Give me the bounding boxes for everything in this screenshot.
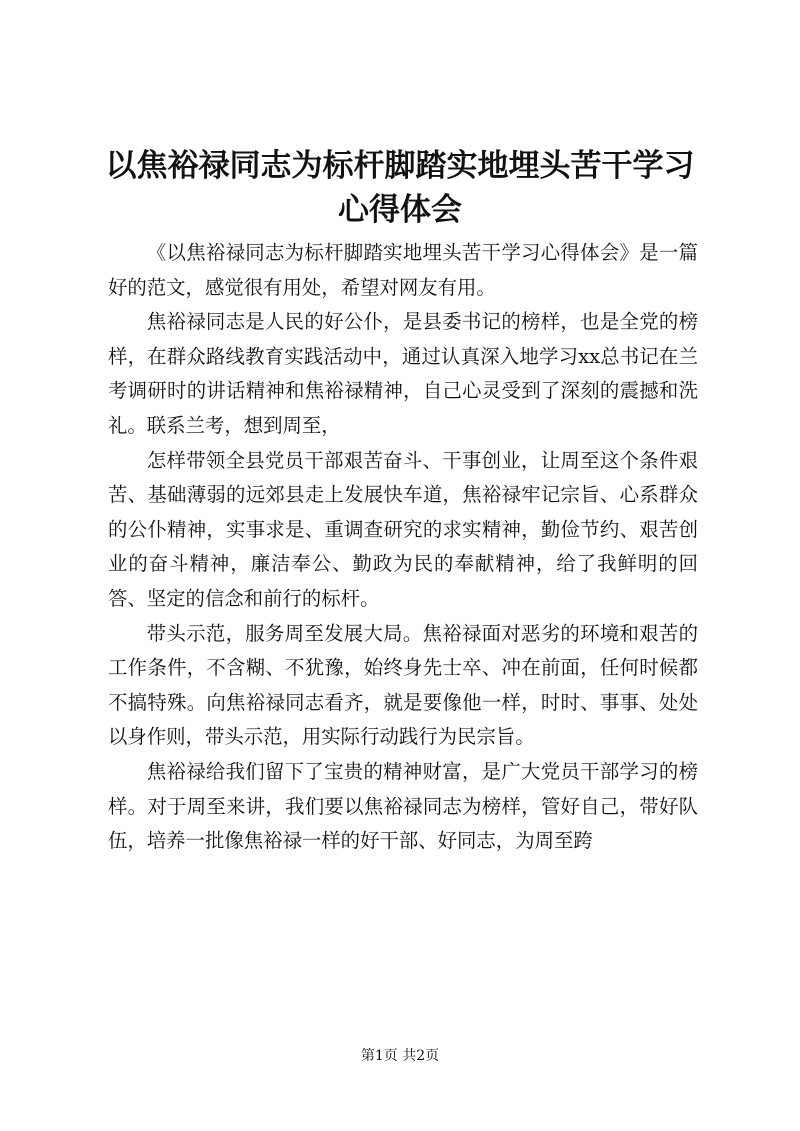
paragraph-5: 焦裕禄给我们留下了宝贵的精神财富，是广大党员干部学习的榜样。对于周至来讲，我们要以焦裕禄同志为榜样，管好自己，带好队伍，培养一批像焦裕禄一样的好干部、好同志，为周至跨 xyxy=(108,759,698,853)
paragraph-intro: 《以焦裕禄同志为标杆脚踏实地埋头苦干学习心得体会》是一篇好的范文，感觉很有用处，希望对网友有用。 xyxy=(108,241,698,299)
document-body xyxy=(108,236,698,859)
paragraph-2: 焦裕禄同志是人民的好公仆，是县委书记的榜样，也是全党的榜样，在群众路线教育实践活动中，通过认真深入地学习xx总书记在兰考调研时的讲话精神和焦裕禄精神，自己心灵受到了深刻的震撼和洗礼。联系兰考，想到周至， xyxy=(108,310,698,437)
page-number-footer: 第1页 共2页 xyxy=(360,1048,440,1064)
document-title: 以焦裕禄同志为标杆脚踏实地埋头苦干学习心得体会 xyxy=(105,148,695,228)
paragraph-4: 带头示范，服务周至发展大局。焦裕禄面对恶劣的环境和艰苦的工作条件，不含糊、不犹豫，始终身先士卒、冲在前面，任何时候都不搞特殊。向焦裕禄同志看齐，就是要像他一样，时时、事事、处处以身作则，带头示范，用实际行动践行为民宗旨。 xyxy=(108,621,698,749)
paragraph-3: 怎样带领全县党员干部艰苦奋斗、干事创业，让周至这个条件艰苦、基础薄弱的远郊县走上发展快车道，焦裕禄牢记宗旨、心系群众的公仆精神，实事求是、重调查研究的求实精神，勤俭节约、艰苦创业的奋斗精神，廉洁奉公、勤政为民的奉献精神，给了我鲜明的回答、坚定的信念和前行的标杆。 xyxy=(108,448,698,610)
